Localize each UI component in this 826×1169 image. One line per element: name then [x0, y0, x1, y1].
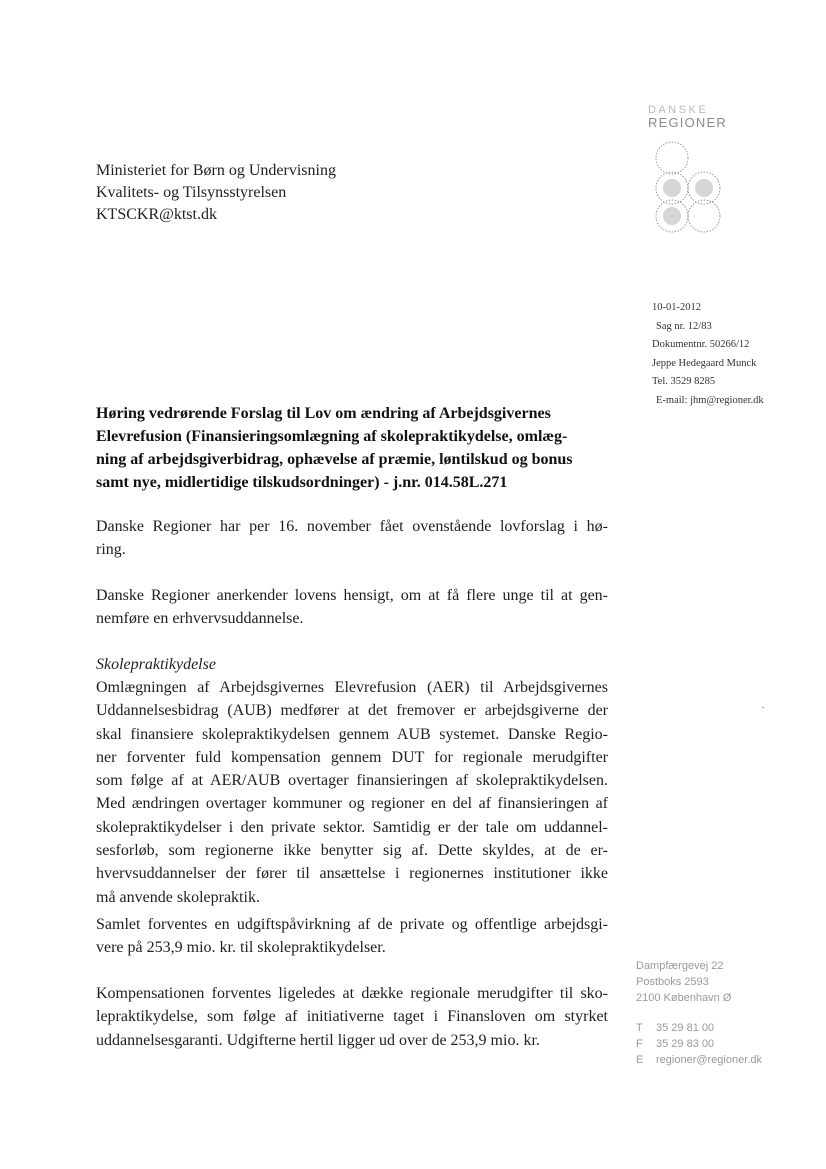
- letter-subject: [96, 402, 606, 494]
- text-line: skolepraktikydelser i den private sektor. Samtidig er der tale om uddannel-: [96, 818, 608, 836]
- email-label: E: [636, 1054, 644, 1066]
- fax-value: 35 29 83 00: [656, 1038, 715, 1050]
- fax-label: F: [636, 1038, 643, 1050]
- text-line: hvervsuddannelser der fører til ansættelse i regionernes institutioner ikke: [96, 865, 608, 883]
- sender-address: [636, 958, 762, 1068]
- paragraph-expense-impact: [96, 913, 608, 960]
- text-line: Kompensationen forventes ligeledes at dække regionale merudgifter til sko-: [96, 985, 608, 1002]
- paragraph-compensation: [96, 982, 608, 1052]
- logo-wordmark-line1: DANSKE: [648, 104, 709, 116]
- footer-city: 2100 København Ø: [636, 992, 732, 1004]
- recipient-email: KTSCKR@ktst.dk: [96, 206, 217, 223]
- danske-regioner-logo: [648, 104, 738, 236]
- footer-email: [636, 1052, 762, 1068]
- recipient-agency: Kvalitets- og Tilsynsstyrelsen: [96, 184, 287, 201]
- text-line: Med ændringen overtager kommuner og regioner en del af finansieringen af: [96, 795, 608, 813]
- text-line: sesforløb, som regionerne ikke benytter sig af. Dette skyldes, at de er-: [96, 842, 608, 860]
- footer-pobox: Postboks 2593: [636, 976, 709, 988]
- subject-line: Høring vedrørende Forslag til Lov om ændring af Arbejdsgivernes: [96, 405, 551, 422]
- text-line: Danske Regioner har per 16. november fået ovenstående lovforslag i hø-: [96, 518, 608, 535]
- text-line: Uddannelsesbidrag (AUB) medfører at det fremover er arbejdsgiverne der: [96, 702, 608, 720]
- scan-speck: [762, 707, 764, 708]
- text-line: vere på 253,9 mio. kr. til skolepraktikydelser.: [96, 939, 386, 957]
- logo-circles-icon: [648, 136, 734, 236]
- subject-line: Elevrefusion (Finansieringsomlægning af skolepraktikydelse, omlæg-: [96, 428, 568, 445]
- text-line: Samlet forventes en udgiftspåvirkning af de private og offentlige arbejdsgi-: [96, 916, 608, 933]
- meta-phone: Tel. 3529 8285: [652, 376, 716, 388]
- meta-date: 10-01-2012: [652, 302, 701, 313]
- recipient-ministry: Ministeriet for Børn og Undervisning: [96, 162, 336, 179]
- footer-fax: [636, 1036, 762, 1052]
- text-line: Omlægningen af Arbejdsgivernes Elevrefusion (AER) til Arbejdsgivernes: [96, 679, 608, 696]
- section-title: Skolepraktikydelse: [96, 656, 216, 673]
- paragraph-hearing-received: [96, 515, 608, 562]
- text-line: som følge af at AER/AUB overtager finansieringen af skolepraktikydelsen.: [96, 772, 608, 790]
- phone-label: T: [636, 1022, 643, 1034]
- meta-document-number: Dokumentnr. 50266/12: [652, 339, 750, 351]
- paragraph-law-purpose: [96, 584, 608, 631]
- paragraph-skolepraktik: [96, 676, 608, 909]
- text-line: ring.: [96, 541, 126, 559]
- text-line: skal finansiere skolepraktikydelsen gennem AUB systemet. Danske Regio-: [96, 725, 608, 743]
- text-line: Danske Regioner anerkender lovens hensigt, om at få flere unge til at gen-: [96, 587, 608, 604]
- recipient-address: [96, 160, 336, 226]
- text-line: nemføre en erhvervsuddannelse.: [96, 610, 304, 628]
- meta-case-number: Sag nr. 12/83: [656, 320, 712, 332]
- footer-street: Dampfærgevej 22: [636, 960, 724, 972]
- meta-email: E-mail: jhm@regioner.dk: [656, 394, 764, 406]
- text-line: uddannelsesgaranti. Udgifterne hertil ligger ud over de 253,9 mio. kr.: [96, 1031, 540, 1049]
- text-line: lepraktikydelse, som følge af initiativerne taget i Finansloven om styrket: [96, 1008, 608, 1026]
- text-line: må anvende skolepraktik.: [96, 888, 260, 906]
- subject-line: samt nye, midlertidige tilskudsordninger) - j.nr. 014.58L.271: [96, 474, 508, 491]
- meta-contact-name: Jeppe Hedegaard Munck: [652, 357, 757, 369]
- subject-line: ning af arbejdsgiverbidrag, ophævelse af præmie, løntilskud og bonus: [96, 451, 573, 468]
- email-value: regioner@regioner.dk: [656, 1054, 762, 1066]
- text-line: ner forventer fuld kompensation gennem DUT for regionale merudgifter: [96, 748, 608, 766]
- logo-wordmark-line2: REGIONER: [648, 115, 727, 130]
- footer-phone: [636, 1020, 762, 1036]
- letter-meta: [652, 299, 764, 411]
- phone-value: 35 29 81 00: [656, 1022, 715, 1034]
